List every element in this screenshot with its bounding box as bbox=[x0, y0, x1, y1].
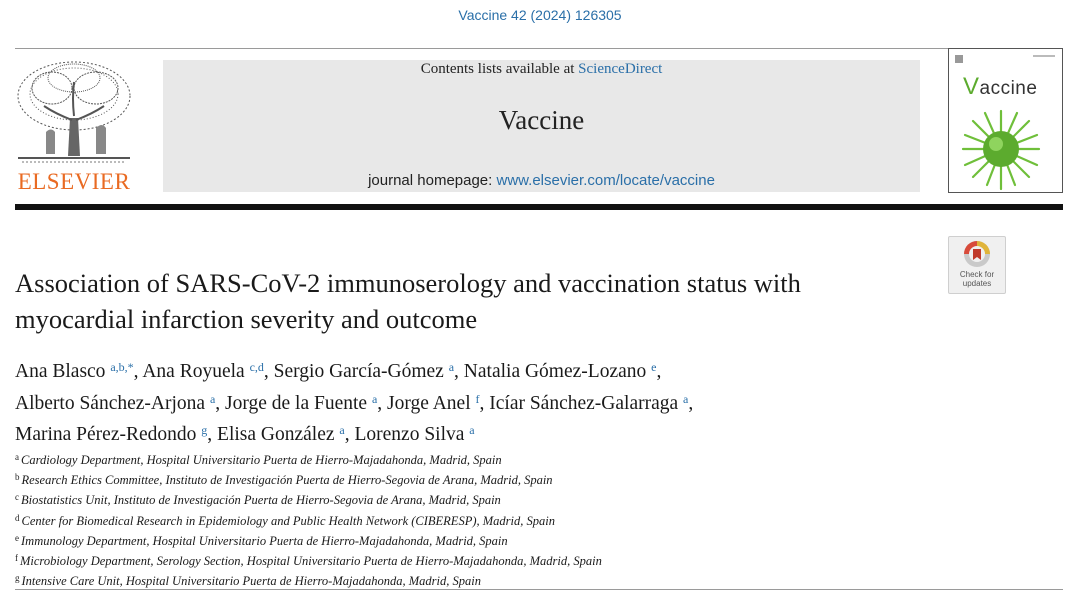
journal-banner bbox=[163, 60, 920, 192]
check-updates-label bbox=[949, 270, 1005, 288]
sciencedirect-link[interactable]: ScienceDirect bbox=[578, 61, 663, 77]
affiliation-label: b bbox=[15, 472, 20, 483]
contents-prefix: Contents lists available at bbox=[420, 61, 579, 77]
cover-title-rest: accine bbox=[979, 78, 1038, 99]
author-separator: , bbox=[688, 392, 694, 414]
author-name[interactable]: Icíar Sánchez-Galarraga bbox=[489, 392, 679, 414]
check-updates-icon bbox=[949, 237, 1005, 271]
affiliation-item bbox=[15, 449, 1055, 469]
author-separator: , bbox=[344, 424, 355, 445]
author-affiliation-link[interactable]: a bbox=[448, 360, 455, 374]
author-separator: , bbox=[454, 361, 464, 382]
homepage-link[interactable]: www.elsevier.com/locate/vaccine bbox=[496, 172, 715, 189]
affiliation-item bbox=[15, 550, 1055, 570]
author-affiliation-link[interactable]: c,d bbox=[249, 360, 264, 374]
affiliation-item bbox=[15, 570, 1055, 590]
article-title bbox=[15, 265, 935, 337]
bottom-divider bbox=[15, 589, 1063, 590]
cover-initial: V bbox=[963, 73, 980, 100]
author-name[interactable]: Jorge Anel bbox=[387, 392, 471, 414]
banner-rule bbox=[15, 204, 1063, 210]
affiliation-item bbox=[15, 469, 1055, 489]
affiliation-item bbox=[15, 530, 1055, 550]
homepage-line bbox=[163, 172, 920, 189]
author-affiliation-link[interactable]: a bbox=[209, 391, 216, 406]
affiliation-label: d bbox=[15, 512, 20, 523]
cover-title bbox=[963, 73, 1037, 101]
author-affiliation-link[interactable]: e bbox=[651, 360, 657, 374]
journal-name: Vaccine bbox=[498, 105, 585, 135]
affiliation-list bbox=[15, 449, 1055, 590]
author-separator: , bbox=[207, 424, 218, 445]
affiliation-label: a bbox=[15, 452, 19, 462]
affiliation-item bbox=[15, 510, 1055, 530]
author-separator: , bbox=[133, 361, 143, 382]
affiliation-text: Center for Biomedical Research in Epidemiology and Public Health Network (CIBERESP), Madrid, Spain bbox=[21, 513, 555, 528]
journal-cover[interactable] bbox=[948, 48, 1063, 193]
author-affiliation-link[interactable]: a,b,* bbox=[110, 360, 134, 374]
article-title-line1: Association of SARS-CoV-2 immunoserology and vaccination status with bbox=[15, 268, 801, 298]
author-affiliation-link[interactable]: g bbox=[201, 423, 208, 437]
affiliation-label: c bbox=[15, 492, 19, 503]
affiliation-text: Research Ethics Committee, Instituto de Investigación Puerta de Hierro-Segovia de Arana, Madrid, Spain bbox=[21, 473, 553, 488]
author-name[interactable]: Ana Royuela bbox=[142, 361, 245, 382]
affiliation-label: f bbox=[15, 553, 18, 564]
journal-citation[interactable]: Vaccine 42 (2024) 126305 bbox=[458, 7, 622, 23]
affiliation-label: e bbox=[15, 532, 19, 543]
author-name[interactable]: Natalia Gómez-Lozano bbox=[463, 361, 647, 382]
author-separator: , bbox=[656, 361, 662, 382]
check-updates-line1: Check for bbox=[959, 270, 995, 279]
affiliation-text: Cardiology Department, Hospital Universitario Puerta de Hierro-Majadahonda, Madrid, Spain bbox=[21, 453, 502, 467]
author-affiliation-link[interactable]: a bbox=[339, 423, 345, 437]
affiliation-text: Immunology Department, Hospital Universitario Puerta de Hierro-Majadahonda, Madrid, Spain bbox=[21, 533, 508, 548]
author-name[interactable]: Sergio García-Gómez bbox=[273, 361, 444, 382]
affiliation-label: g bbox=[15, 573, 20, 584]
publisher-name: ELSEVIER bbox=[17, 169, 131, 194]
affiliation-text: Intensive Care Unit, Hospital Universitario Puerta de Hierro-Majadahonda, Madrid, Spain bbox=[21, 574, 481, 589]
elsevier-tree-icon bbox=[12, 58, 136, 166]
author-list bbox=[15, 354, 955, 449]
author-affiliation-link[interactable]: a bbox=[371, 391, 378, 406]
header-divider bbox=[15, 48, 948, 49]
author-affiliation-link[interactable]: a bbox=[469, 423, 475, 437]
contents-line bbox=[163, 61, 920, 78]
affiliation-text: Biostatistics Unit, Instituto de Investigación Puerta de Hierro-Segovia de Arana, Madrid, Spain bbox=[21, 493, 501, 508]
author-separator: , bbox=[263, 361, 274, 382]
check-updates-line2: updates bbox=[962, 279, 992, 288]
author-name[interactable]: Marina Pérez-Redondo bbox=[15, 424, 197, 445]
article-title-line2: myocardial infarction severity and outcome bbox=[15, 304, 478, 334]
check-for-updates-button[interactable] bbox=[948, 236, 1006, 294]
cover-artwork bbox=[949, 49, 1062, 192]
elsevier-logo[interactable] bbox=[12, 58, 136, 196]
author-separator: , bbox=[215, 392, 226, 414]
author-name[interactable]: Elisa González bbox=[217, 424, 335, 445]
homepage-prefix: journal homepage: bbox=[368, 172, 497, 189]
author-separator: , bbox=[479, 392, 490, 414]
author-separator: , bbox=[377, 392, 388, 414]
affiliation-text: Microbiology Department, Serology Section, Hospital Universitario Puerta de Hierro-Majadahonda, Madrid, Spain bbox=[20, 554, 602, 569]
author-name[interactable]: Alberto Sánchez-Arjona bbox=[15, 392, 206, 414]
author-name[interactable]: Lorenzo Silva bbox=[354, 424, 465, 445]
author-name[interactable]: Jorge de la Fuente bbox=[225, 392, 368, 414]
author-name[interactable]: Ana Blasco bbox=[15, 361, 106, 382]
author-affiliation-link[interactable]: a bbox=[683, 391, 689, 406]
affiliation-item bbox=[15, 489, 1055, 509]
author-affiliation-link[interactable]: f bbox=[475, 391, 480, 406]
